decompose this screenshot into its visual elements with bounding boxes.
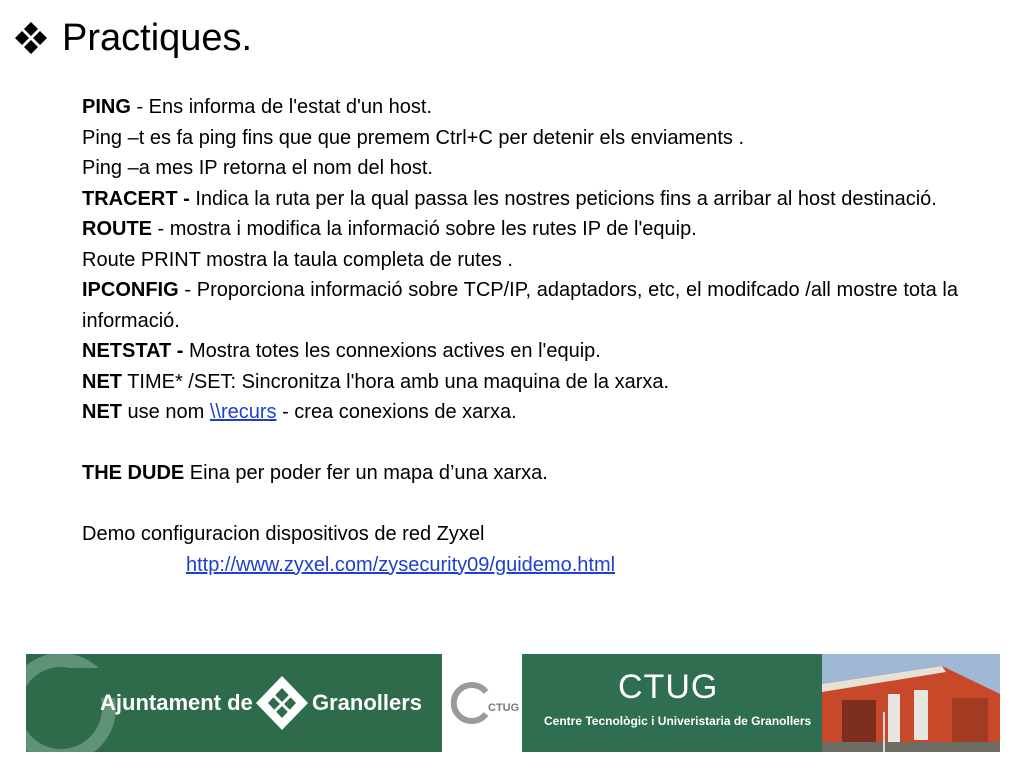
ctug-title: CTUG (618, 668, 719, 706)
building-image-icon (822, 654, 1000, 752)
netstat-line: NETSTAT - Mostra totes les connexions actives en l'equip. (82, 340, 601, 362)
slide-title-row (14, 12, 252, 64)
ctug-swirl-icon (446, 680, 490, 724)
ipconfig-line: IPCONFIG - Proporciona informació sobre TCP/IP, adaptadors, etc, el modifcado /all mostre tota la informació. (82, 279, 958, 332)
ajuntament-granollers-logo (26, 654, 442, 752)
route-line: ROUTE - mostra i modifica la informació sobre les rutes IP de l'equip. (82, 218, 697, 240)
slide-body (82, 92, 958, 580)
recurs-link[interactable]: \\recurs (209, 401, 277, 423)
granollers-text: Granollers (312, 690, 423, 715)
route-print-line: Route PRINT mostra la taula completa de rutes . (82, 248, 513, 271)
ping-a-line: Ping –a mes IP retorna el nom del host. (82, 157, 433, 179)
ctug-small-logo (446, 680, 520, 726)
zyxel-demo-link[interactable]: http://www.zyxel.com/zysecurity09/guidemo.html (186, 553, 616, 576)
building-photo (822, 654, 1000, 752)
slide-title: Practiques. (62, 17, 253, 59)
net-time-line: NET TIME* /SET: Sincronitza l'hora amb una maquina de la xarxa. (82, 370, 670, 393)
ctug-logo (522, 654, 822, 752)
ctug-small-text: CTUG (488, 702, 520, 714)
net-use-line: NET use nom \\recurs - crea conexions de xarxa. (82, 401, 517, 423)
ajuntament-text: Ajuntament de (100, 690, 253, 715)
ping-line: PING - Ens informa de l'estat d'un host. (82, 96, 433, 118)
four-diamond-bullet-icon (14, 21, 48, 55)
granollers-crest-icon (254, 674, 310, 732)
demo-url-line (82, 550, 958, 581)
dude-line: THE DUDE Eina per poder fer un mapa d’una xarxa. (82, 462, 548, 484)
ctug-subtitle: Centre Tecnològic i Univeristaria de Granollers (544, 714, 812, 728)
demo-line: Demo configuracion dispositivos de red Zyxel (82, 523, 485, 545)
ping-t-line: Ping –t es fa ping fins que que premem Ctrl+C per detenir els enviaments . (82, 126, 745, 149)
tracert-line: TRACERT - Indica la ruta per la qual passa les nostres peticions fins a arribar al host destinació. (82, 187, 937, 210)
